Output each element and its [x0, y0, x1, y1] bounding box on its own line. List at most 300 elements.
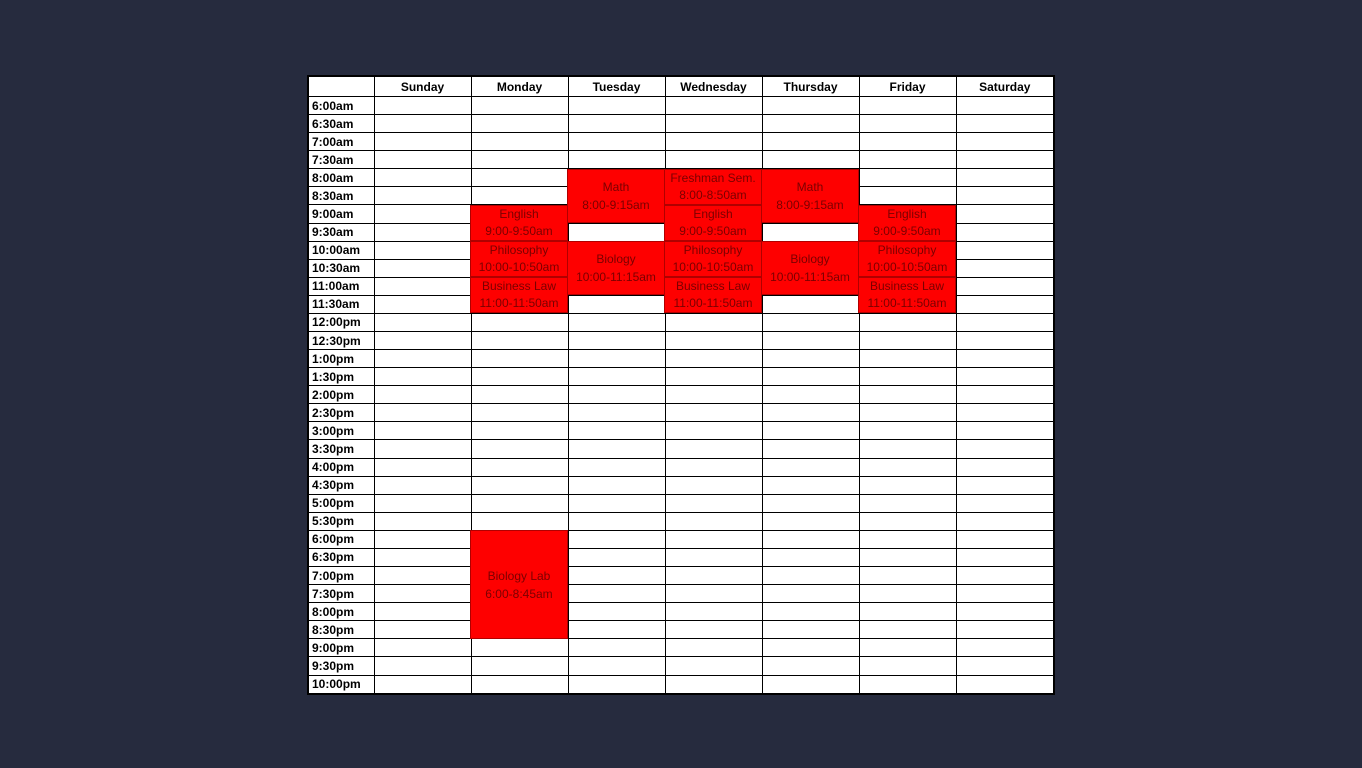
- time-row: [308, 548, 1054, 566]
- slot-cell: [374, 205, 471, 223]
- slot-cell: [374, 169, 471, 187]
- slot-cell: [956, 440, 1054, 458]
- slot-cell: [568, 675, 665, 694]
- day-header-thursday: Thursday: [762, 76, 859, 97]
- event-block[interactable]: [761, 169, 859, 223]
- slot-cell: [568, 368, 665, 386]
- time-row: [308, 386, 1054, 404]
- slot-cell: [568, 639, 665, 657]
- time-label: 2:00pm: [308, 386, 374, 404]
- slot-cell: [859, 458, 956, 476]
- time-label: 6:00pm: [308, 530, 374, 548]
- event-title: Freshman Sem.: [670, 171, 756, 185]
- slot-cell: [374, 386, 471, 404]
- slot-cell: [374, 259, 471, 277]
- slot-cell: [665, 97, 762, 115]
- event-time: 9:00-9:50am: [679, 224, 747, 238]
- slot-cell: [956, 675, 1054, 694]
- slot-cell: [568, 332, 665, 350]
- event-time: 10:00-10:50am: [866, 260, 948, 274]
- event-block[interactable]: [470, 241, 568, 277]
- time-label: 10:30am: [308, 259, 374, 277]
- event-time: 9:00-9:50am: [485, 224, 553, 238]
- slot-cell: [956, 512, 1054, 530]
- slot-cell: [859, 169, 956, 187]
- slot-cell: [956, 241, 1054, 259]
- slot-cell: [665, 548, 762, 566]
- slot-cell: [471, 512, 568, 530]
- slot-cell: [859, 133, 956, 151]
- slot-cell: [374, 97, 471, 115]
- slot-cell: [762, 512, 859, 530]
- slot-cell: [956, 530, 1054, 548]
- slot-cell: [762, 133, 859, 151]
- slot-cell: [568, 512, 665, 530]
- slot-cell: [762, 567, 859, 585]
- time-label: 5:00pm: [308, 494, 374, 512]
- slot-cell: [374, 187, 471, 205]
- slot-cell: [665, 603, 762, 621]
- slot-cell: [471, 187, 568, 205]
- slot-cell: [859, 567, 956, 585]
- slot-cell: [568, 97, 665, 115]
- slot-cell: [471, 115, 568, 133]
- slot-cell: [956, 133, 1054, 151]
- event-title: English: [693, 207, 733, 221]
- day-header-monday: Monday: [471, 76, 568, 97]
- time-row: [308, 603, 1054, 621]
- slot-cell: [665, 512, 762, 530]
- slot-cell: [374, 440, 471, 458]
- slot-cell: [762, 386, 859, 404]
- slot-cell: [374, 151, 471, 169]
- slot-cell: [762, 603, 859, 621]
- slot-cell: [956, 115, 1054, 133]
- time-label: 12:00pm: [308, 313, 374, 331]
- slot-cell: [471, 422, 568, 440]
- event-time: 11:00-11:50am: [479, 296, 559, 310]
- day-header-row: [308, 76, 1054, 97]
- slot-cell: [956, 187, 1054, 205]
- time-label: 11:30am: [308, 295, 374, 313]
- slot-cell: [665, 621, 762, 639]
- slot-cell: [762, 548, 859, 566]
- slot-cell: [762, 422, 859, 440]
- slot-cell: [762, 151, 859, 169]
- event-block[interactable]: [470, 530, 568, 639]
- time-row: [308, 350, 1054, 368]
- slot-cell: [374, 458, 471, 476]
- slot-cell: [568, 548, 665, 566]
- slot-cell: [374, 603, 471, 621]
- slot-cell: [665, 585, 762, 603]
- slot-cell: [762, 223, 859, 241]
- slot-cell: [859, 386, 956, 404]
- time-label: 4:30pm: [308, 476, 374, 494]
- slot-cell: [762, 639, 859, 657]
- event-time: 9:00-9:50am: [873, 224, 941, 238]
- time-label: 8:00pm: [308, 603, 374, 621]
- slot-cell: [665, 422, 762, 440]
- time-row: [308, 368, 1054, 386]
- time-row: [308, 151, 1054, 169]
- slot-cell: [762, 313, 859, 331]
- time-row: [308, 476, 1054, 494]
- event-title: Philosophy: [877, 243, 937, 257]
- slot-cell: [568, 494, 665, 512]
- slot-cell: [956, 494, 1054, 512]
- slot-cell: [956, 368, 1054, 386]
- event-title: Business Law: [481, 279, 557, 293]
- slot-cell: [568, 295, 665, 313]
- slot-cell: [665, 386, 762, 404]
- time-row: [308, 422, 1054, 440]
- slot-cell: [568, 133, 665, 151]
- slot-cell: [471, 133, 568, 151]
- slot-cell: [568, 567, 665, 585]
- slot-cell: [956, 657, 1054, 675]
- time-row: [308, 404, 1054, 422]
- slot-cell: [665, 368, 762, 386]
- slot-cell: [956, 639, 1054, 657]
- slot-cell: [374, 350, 471, 368]
- time-label: 10:00am: [308, 241, 374, 259]
- slot-cell: [859, 151, 956, 169]
- slot-cell: [374, 368, 471, 386]
- day-header-wednesday: Wednesday: [665, 76, 762, 97]
- event-time: 8:00-9:15am: [582, 198, 650, 212]
- time-label: 9:30am: [308, 223, 374, 241]
- event-block[interactable]: [470, 205, 568, 241]
- event-block[interactable]: [664, 205, 762, 241]
- time-row: [308, 585, 1054, 603]
- weekly-schedule: [307, 75, 1055, 695]
- slot-cell: [956, 259, 1054, 277]
- corner-cell: [308, 76, 374, 97]
- slot-cell: [568, 530, 665, 548]
- slot-cell: [374, 404, 471, 422]
- slot-cell: [568, 458, 665, 476]
- time-label: 3:30pm: [308, 440, 374, 458]
- slot-cell: [374, 657, 471, 675]
- slot-cell: [374, 548, 471, 566]
- slot-cell: [568, 313, 665, 331]
- slot-cell: [374, 133, 471, 151]
- time-label: 7:30am: [308, 151, 374, 169]
- slot-cell: [859, 332, 956, 350]
- time-label: 2:30pm: [308, 404, 374, 422]
- slot-cell: [956, 458, 1054, 476]
- slot-cell: [762, 115, 859, 133]
- slot-cell: [568, 350, 665, 368]
- event-time: 10:00-11:15am: [770, 270, 850, 284]
- slot-cell: [859, 621, 956, 639]
- event-title: Math: [602, 180, 630, 194]
- slot-cell: [568, 621, 665, 639]
- slot-cell: [665, 133, 762, 151]
- slot-cell: [568, 657, 665, 675]
- slot-cell: [859, 115, 956, 133]
- slot-cell: [374, 621, 471, 639]
- slot-cell: [859, 476, 956, 494]
- slot-cell: [374, 585, 471, 603]
- slot-cell: [665, 350, 762, 368]
- slot-cell: [956, 97, 1054, 115]
- time-label: 12:30pm: [308, 332, 374, 350]
- event-time: 11:00-11:50am: [867, 296, 947, 310]
- slot-cell: [471, 675, 568, 694]
- slot-cell: [374, 639, 471, 657]
- slot-cell: [568, 476, 665, 494]
- time-label: 8:30pm: [308, 621, 374, 639]
- slot-cell: [374, 422, 471, 440]
- time-row: [308, 494, 1054, 512]
- slot-cell: [956, 223, 1054, 241]
- time-label: 4:00pm: [308, 458, 374, 476]
- time-label: 8:00am: [308, 169, 374, 187]
- slot-cell: [762, 621, 859, 639]
- event-title: Biology: [596, 252, 636, 266]
- slot-cell: [568, 386, 665, 404]
- slot-cell: [471, 639, 568, 657]
- event-block[interactable]: [858, 205, 956, 241]
- slot-cell: [956, 548, 1054, 566]
- event-time: 11:00-11:50am: [673, 296, 753, 310]
- time-label: 5:30pm: [308, 512, 374, 530]
- slot-cell: [374, 494, 471, 512]
- day-header-saturday: Saturday: [956, 76, 1054, 97]
- slot-cell: [762, 657, 859, 675]
- event-title: Philosophy: [489, 243, 549, 257]
- time-label: 9:30pm: [308, 657, 374, 675]
- event-block[interactable]: [567, 241, 665, 295]
- slot-cell: [859, 440, 956, 458]
- time-label: 6:30pm: [308, 548, 374, 566]
- slot-cell: [762, 458, 859, 476]
- slot-cell: [665, 567, 762, 585]
- slot-cell: [568, 422, 665, 440]
- slot-cell: [956, 205, 1054, 223]
- slot-cell: [859, 585, 956, 603]
- time-row: [308, 313, 1054, 331]
- slot-cell: [956, 295, 1054, 313]
- slot-cell: [859, 512, 956, 530]
- slot-cell: [665, 639, 762, 657]
- time-row: [308, 133, 1054, 151]
- slot-cell: [859, 97, 956, 115]
- slot-cell: [859, 548, 956, 566]
- event-title: English: [499, 207, 539, 221]
- slot-cell: [374, 675, 471, 694]
- event-title: English: [887, 207, 927, 221]
- slot-cell: [374, 223, 471, 241]
- slot-cell: [568, 223, 665, 241]
- slot-cell: [762, 97, 859, 115]
- slot-cell: [665, 313, 762, 331]
- slot-cell: [762, 530, 859, 548]
- slot-cell: [956, 476, 1054, 494]
- slot-cell: [374, 476, 471, 494]
- time-label: 6:00am: [308, 97, 374, 115]
- event-block[interactable]: [858, 241, 956, 277]
- slot-cell: [956, 313, 1054, 331]
- slot-cell: [374, 313, 471, 331]
- slot-cell: [665, 675, 762, 694]
- slot-cell: [665, 332, 762, 350]
- slot-cell: [665, 151, 762, 169]
- slot-cell: [956, 332, 1054, 350]
- day-header-tuesday: Tuesday: [568, 76, 665, 97]
- slot-cell: [956, 621, 1054, 639]
- slot-cell: [956, 585, 1054, 603]
- slot-cell: [374, 277, 471, 295]
- event-title: Biology: [790, 252, 830, 266]
- slot-cell: [956, 567, 1054, 585]
- slot-cell: [762, 585, 859, 603]
- event-block[interactable]: [567, 169, 665, 223]
- slot-cell: [374, 332, 471, 350]
- event-time: 8:00-9:15am: [776, 198, 844, 212]
- slot-cell: [471, 458, 568, 476]
- slot-cell: [471, 386, 568, 404]
- slot-cell: [956, 404, 1054, 422]
- slot-cell: [762, 440, 859, 458]
- slot-cell: [859, 657, 956, 675]
- slot-cell: [665, 476, 762, 494]
- time-row: [308, 115, 1054, 133]
- slot-cell: [956, 350, 1054, 368]
- slot-cell: [568, 404, 665, 422]
- time-label: 10:00pm: [308, 675, 374, 694]
- slot-cell: [665, 115, 762, 133]
- time-row: [308, 332, 1054, 350]
- time-row: [308, 440, 1054, 458]
- slot-cell: [374, 295, 471, 313]
- slot-cell: [568, 115, 665, 133]
- event-block[interactable]: [664, 241, 762, 277]
- event-block[interactable]: [470, 277, 568, 313]
- slot-cell: [471, 494, 568, 512]
- time-label: 9:00am: [308, 205, 374, 223]
- day-header-sunday: Sunday: [374, 76, 471, 97]
- slot-cell: [471, 404, 568, 422]
- slot-cell: [762, 494, 859, 512]
- event-title: Philosophy: [683, 243, 743, 257]
- slot-cell: [471, 440, 568, 458]
- time-label: 8:30am: [308, 187, 374, 205]
- slot-cell: [374, 530, 471, 548]
- slot-cell: [762, 295, 859, 313]
- slot-cell: [471, 313, 568, 331]
- slot-cell: [859, 187, 956, 205]
- slot-cell: [374, 241, 471, 259]
- slot-cell: [859, 530, 956, 548]
- time-label: 11:00am: [308, 277, 374, 295]
- slot-cell: [859, 350, 956, 368]
- slot-cell: [859, 404, 956, 422]
- time-row: [308, 530, 1054, 548]
- slot-cell: [374, 115, 471, 133]
- slot-cell: [762, 675, 859, 694]
- time-label: 1:00pm: [308, 350, 374, 368]
- event-block[interactable]: [761, 241, 859, 295]
- slot-cell: [859, 313, 956, 331]
- slot-cell: [859, 422, 956, 440]
- slot-cell: [374, 567, 471, 585]
- slot-cell: [471, 657, 568, 675]
- event-title: Business Law: [675, 279, 751, 293]
- time-label: 3:00pm: [308, 422, 374, 440]
- slot-cell: [471, 169, 568, 187]
- slot-cell: [762, 350, 859, 368]
- slot-cell: [956, 277, 1054, 295]
- time-row: [308, 675, 1054, 694]
- slot-cell: [665, 530, 762, 548]
- event-block[interactable]: [664, 169, 762, 205]
- slot-cell: [762, 332, 859, 350]
- slot-cell: [665, 458, 762, 476]
- event-block[interactable]: [858, 277, 956, 313]
- slot-cell: [859, 639, 956, 657]
- slot-cell: [568, 440, 665, 458]
- slot-cell: [859, 494, 956, 512]
- slot-cell: [665, 440, 762, 458]
- event-title: Business Law: [869, 279, 945, 293]
- time-label: 7:00am: [308, 133, 374, 151]
- time-label: 7:30pm: [308, 585, 374, 603]
- slot-cell: [471, 368, 568, 386]
- slot-cell: [859, 603, 956, 621]
- event-block[interactable]: [664, 277, 762, 313]
- event-time: 10:00-10:50am: [672, 260, 754, 274]
- slot-cell: [568, 585, 665, 603]
- event-time: 10:00-11:15am: [576, 270, 656, 284]
- slot-cell: [762, 368, 859, 386]
- event-title: Math: [796, 180, 824, 194]
- slot-cell: [471, 97, 568, 115]
- slot-cell: [956, 169, 1054, 187]
- slot-cell: [956, 422, 1054, 440]
- time-row: [308, 567, 1054, 585]
- time-label: 9:00pm: [308, 639, 374, 657]
- slot-cell: [471, 332, 568, 350]
- time-label: 1:30pm: [308, 368, 374, 386]
- time-row: [308, 657, 1054, 675]
- slot-cell: [665, 494, 762, 512]
- slot-cell: [956, 603, 1054, 621]
- event-time: 10:00-10:50am: [478, 260, 560, 274]
- time-row: [308, 621, 1054, 639]
- schedule-grid: [307, 75, 1055, 695]
- time-row: [308, 639, 1054, 657]
- event-title: Biology Lab: [487, 568, 551, 583]
- slot-cell: [859, 368, 956, 386]
- slot-cell: [374, 512, 471, 530]
- slot-cell: [762, 404, 859, 422]
- time-row: [308, 97, 1054, 115]
- slot-cell: [665, 657, 762, 675]
- slot-cell: [568, 151, 665, 169]
- slot-cell: [568, 603, 665, 621]
- slot-cell: [471, 476, 568, 494]
- event-time: 8:00-8:50am: [679, 188, 747, 202]
- slot-cell: [471, 350, 568, 368]
- slot-cell: [665, 404, 762, 422]
- time-label: 7:00pm: [308, 567, 374, 585]
- day-header-friday: Friday: [859, 76, 956, 97]
- time-row: [308, 512, 1054, 530]
- time-row: [308, 458, 1054, 476]
